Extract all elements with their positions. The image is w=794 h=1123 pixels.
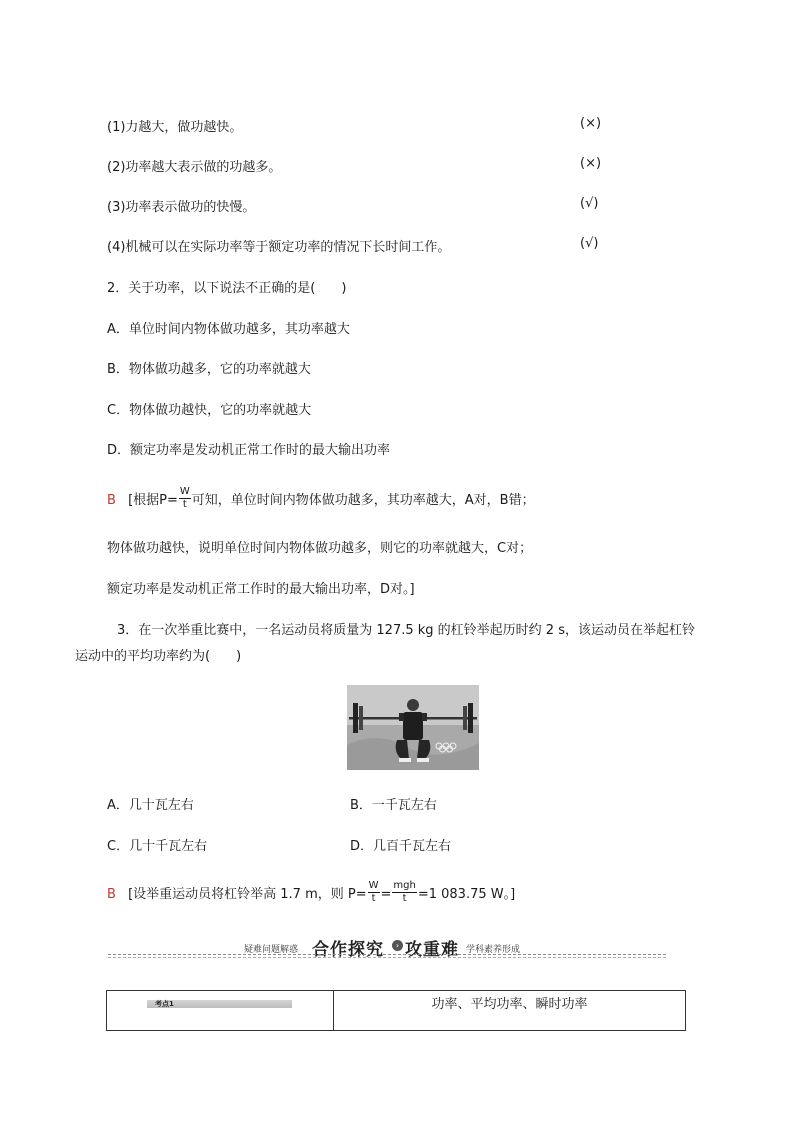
topic-table	[106, 990, 686, 1031]
judgment-1-text: (1)力越大，做功越快。	[107, 120, 243, 135]
q2-answer-letter: B	[107, 493, 116, 508]
topic-title: 功率、平均功率、瞬时功率	[431, 997, 588, 1012]
q3-answer-rest: =1 083.75 W。]	[417, 887, 516, 902]
q2-answer	[107, 486, 535, 512]
q3-option-c: C．几十千瓦左右	[107, 839, 208, 854]
topic-tag-cell	[107, 991, 334, 1030]
section-divider	[108, 954, 666, 955]
q3-fraction-2	[392, 881, 416, 904]
q3-option-b: B．一千瓦左右	[350, 798, 437, 813]
section-left-caption: 疑难问题解惑	[244, 945, 299, 955]
q3-option-a: A．几十瓦左右	[107, 798, 194, 813]
q2-answer-line2: 物体做功越快，说明单位时间内物体做功越多，则它的功率就越大，C对；	[107, 541, 533, 556]
q2-fraction-den: t	[182, 499, 187, 510]
q2-option-a: A．单位时间内物体做功越多，其功率越大	[107, 322, 350, 337]
q2-answer-line3: 额定功率是发动机正常工作时的最大输出功率，D对。]	[107, 582, 415, 597]
weightlifting-photo	[347, 685, 479, 770]
chevron-right-icon: ›	[392, 940, 403, 951]
q3-option-d: D．几百千瓦左右	[350, 839, 452, 854]
judgment-4-mark: (√)	[580, 236, 599, 251]
section-header	[108, 934, 666, 958]
judgment-2-text: (2)功率越大表示做的功越多。	[107, 160, 282, 175]
q2-option-d: D．额定功率是发动机正常工作时的最大输出功率	[107, 443, 391, 458]
q3-equals: =	[380, 887, 392, 902]
q3-fraction-1	[368, 881, 380, 904]
q2-answer-rest: 可知，单位时间内物体做功越多，其功率越大，A对，B错；	[191, 493, 535, 508]
q2-option-b: B．物体做功越多，它的功率就越大	[107, 362, 311, 377]
section-divider-2	[108, 957, 666, 958]
q2-fraction-num: W	[179, 486, 190, 497]
weightlifter-illustration	[347, 685, 479, 770]
q2-stem: 2．关于功率，以下说法不正确的是( )	[107, 281, 347, 296]
q3-fraction-2-den: t	[402, 893, 407, 904]
q3-fraction-1-den: t	[371, 893, 376, 904]
judgment-3-text: (3)功率表示做功的快慢。	[107, 200, 256, 215]
q3-fraction-1-num: W	[368, 880, 379, 891]
q3-stem-line2: 运动中的平均功率约为( )	[75, 649, 242, 664]
q2-answer-prefix: [根据P=	[128, 493, 178, 508]
judgment-4-text: (4)机械可以在实际功率等于额定功率的情况下长时间工作。	[107, 240, 451, 255]
q3-answer-prefix: [设举重运动员将杠铃举高 1.7 m，则 P=	[128, 887, 367, 902]
section-right-caption: 学科素养形成	[466, 945, 521, 955]
judgment-1-mark: (×)	[580, 116, 602, 131]
judgment-3-mark: (√)	[580, 196, 599, 211]
topic-tag-label: 考点1	[155, 1000, 174, 1008]
topic-tag	[147, 1000, 292, 1008]
section-title-main: 合作探究	[312, 940, 384, 960]
section-title-sub: 攻重难	[405, 940, 459, 960]
q2-fraction	[179, 487, 191, 510]
q3-answer-letter: B	[107, 887, 116, 902]
q2-option-c: C．物体做功越快，它的功率就越大	[107, 403, 312, 418]
q3-stem-line1: 3．在一次举重比赛中，一名运动员将质量为 127.5 kg 的杠铃举起历时约 2 s，该运动员在举起杠铃	[117, 623, 695, 638]
q3-answer	[107, 880, 516, 906]
judgment-2-mark: (×)	[580, 156, 602, 171]
q3-fraction-2-num: mgh	[393, 880, 416, 891]
